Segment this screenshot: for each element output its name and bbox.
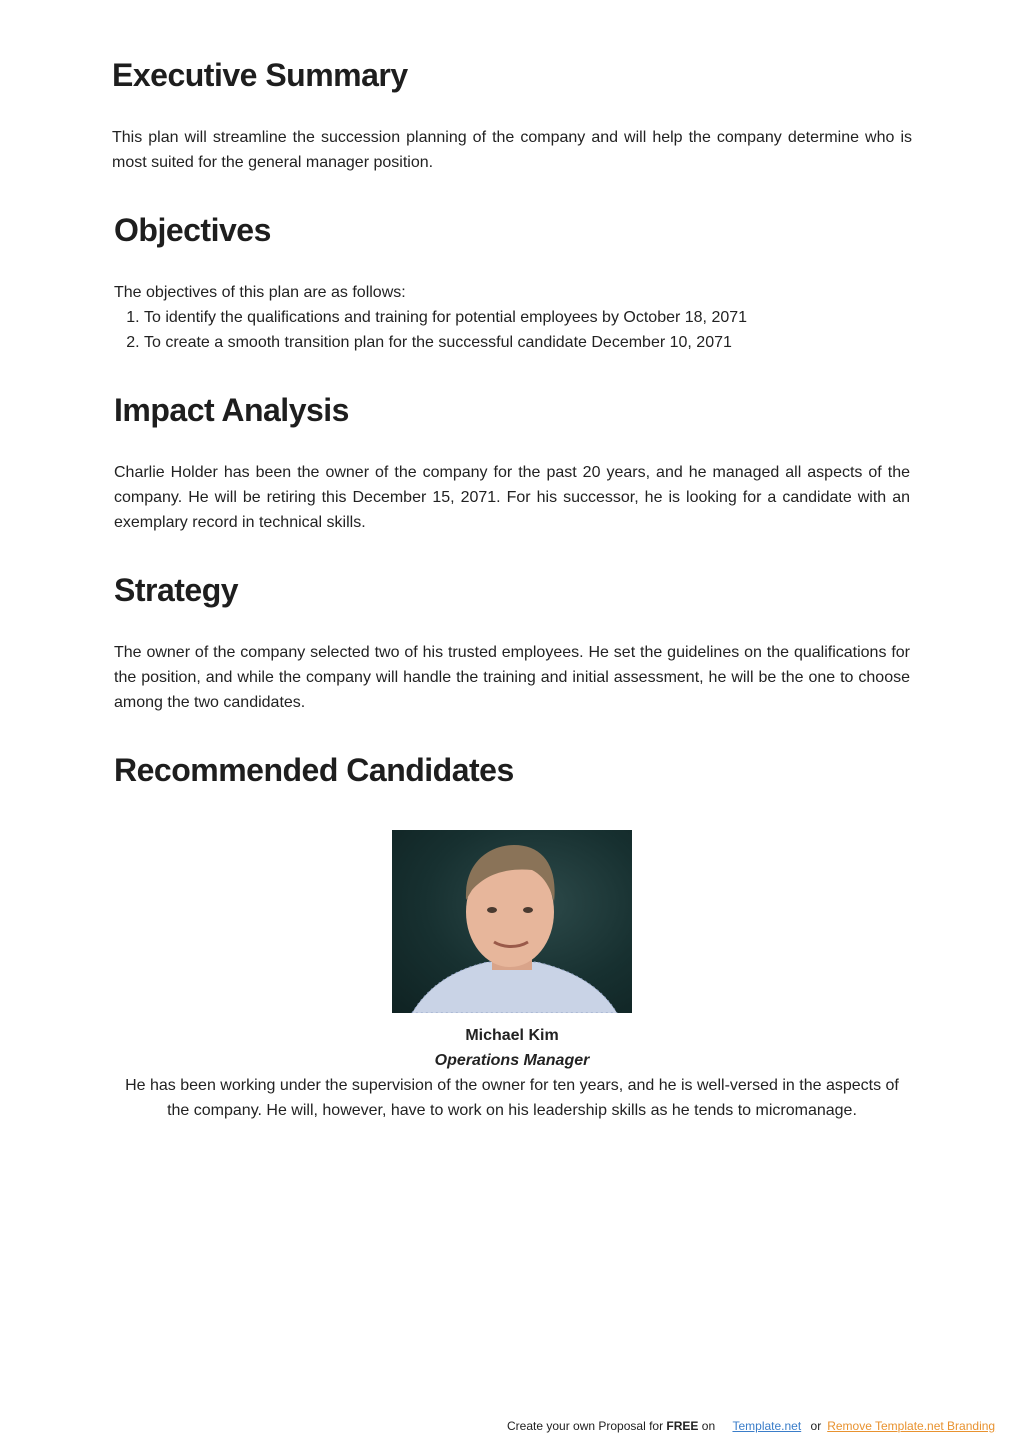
impact-analysis-text: Charlie Holder has been the owner of the company for the past 20 years, and he managed all aspects of the company. He will be retiring this December 15, 2071. For his successor, he is looking for a candidate with an exemplary record in technical skills. [114, 464, 910, 531]
footer-prefix: Create your own Proposal for [507, 1419, 667, 1433]
objectives-list [114, 305, 910, 355]
person-portrait-icon [392, 830, 632, 1013]
template-net-link[interactable]: Template.net [732, 1419, 802, 1433]
heading-recommended-candidates: Recommended Candidates [114, 752, 514, 788]
objectives-intro: The objectives of this plan are as follows: [114, 284, 406, 301]
heading-strategy: Strategy [114, 572, 239, 608]
candidate-name: Michael Kim [465, 1027, 559, 1044]
footer-on: on [698, 1419, 716, 1433]
candidate-description: He has been working under the supervision of the owner for ten years, and he is well-versed in the aspects of the company. He will, however, have to work on his leadership skills as he tends to micromanage. [125, 1077, 899, 1119]
candidate-photo [392, 830, 632, 1013]
footer-branding [507, 1419, 995, 1433]
heading-executive-summary: Executive Summary [112, 57, 408, 93]
remove-branding-link[interactable]: Remove Template.net Branding [827, 1419, 996, 1433]
executive-summary-text: This plan will streamline the succession planning of the company and will help the company determine who is most suited for the general manager position. [112, 129, 912, 171]
footer-free: FREE [666, 1419, 699, 1433]
heading-impact-analysis: Impact Analysis [114, 392, 349, 428]
heading-objectives: Objectives [114, 212, 271, 248]
objective-item: 2. To create a smooth transition plan for the successful candidate December 10, 2071 [144, 330, 910, 355]
footer-or: or [810, 1419, 822, 1433]
objective-item: 1. To identify the qualifications and training for potential employees by October 18, 2071 [144, 305, 910, 330]
candidate-role: Operations Manager [434, 1052, 590, 1069]
strategy-text: The owner of the company selected two of his trusted employees. He set the guidelines on the qualifications for the position, and while the company will handle the training and initial assessment, he will be the one to choose among the two candidates. [114, 644, 910, 711]
